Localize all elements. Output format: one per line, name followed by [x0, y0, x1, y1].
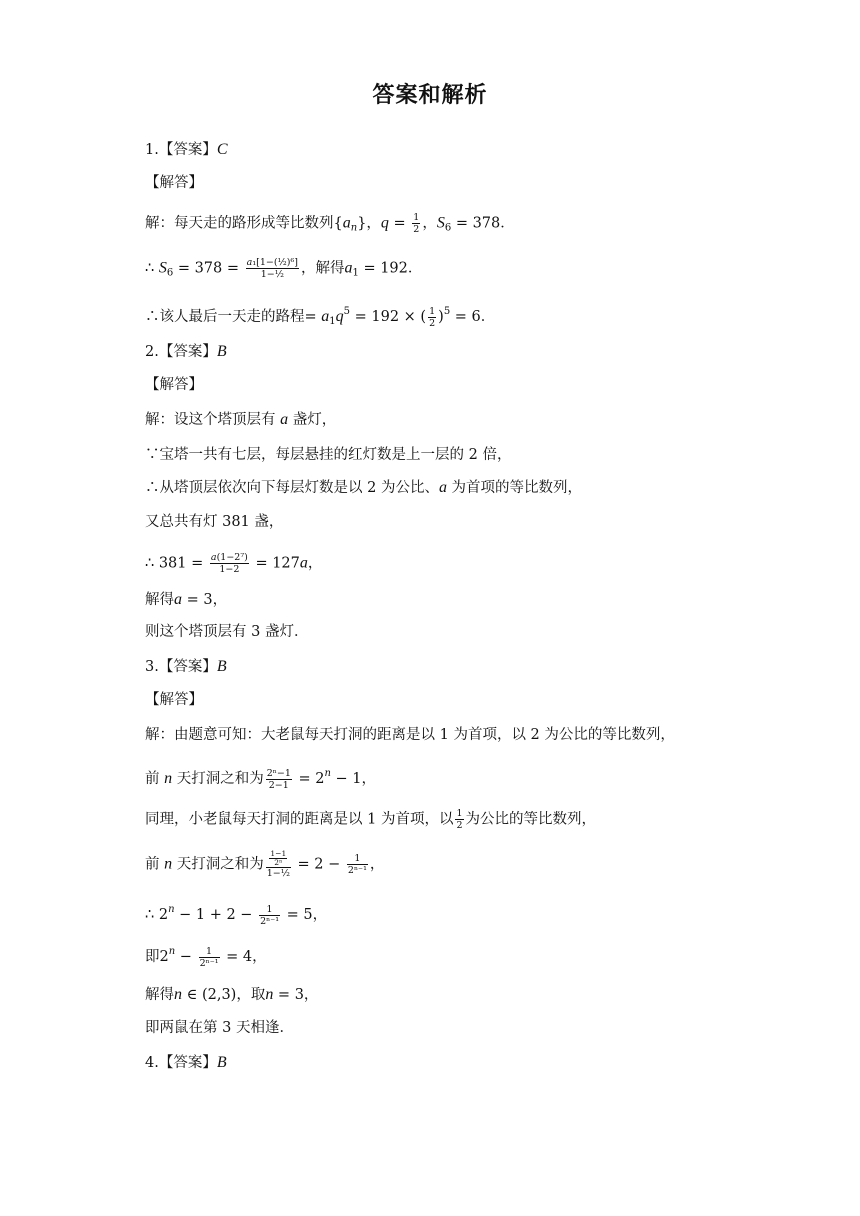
q3-line-7: 解得n ∈ (2,3)，取n = 3， — [145, 986, 319, 1003]
q1-number: 1. — [145, 142, 159, 158]
q2-line-6: 解得a = 3， — [145, 591, 228, 608]
q3-line-6: 即$2^n$ − $\frac{1}{\text{2ⁿ⁻¹}}$ = 4， — [145, 945, 267, 969]
q3-line-3: 同理，小老鼠每天打洞的距离是以 1 为首项，以 $\frac{1}{2}$ 为公比的等比数列， — [145, 808, 596, 831]
q2-line-2: ∵宝塔一共有七层，每层悬挂的红灯数是上一层的 2 倍， — [145, 447, 512, 463]
q3-line-5: ∴ $2^n - 1 + 2$ − $\frac{1}{\text{2ⁿ⁻¹}}$ = 5， — [145, 903, 328, 927]
q3-solution-tag: 【解答】 — [145, 692, 203, 708]
answer-tag: 【答案】 — [158, 344, 217, 360]
q2-line-3: ∴从塔顶层依次向下每层灯数是以 2 为公比、a 为首项的等比数列， — [145, 479, 583, 496]
q1-answer: C — [216, 141, 228, 158]
q3-line-8: 即两鼠在第 3 天相逢． — [145, 1020, 294, 1036]
q3-answer: B — [216, 658, 227, 675]
q2-number: 2. — [145, 344, 159, 360]
q2-line-7: 则这个塔顶层有 3 盏灯． — [145, 624, 309, 640]
answer-tag: 【答案】 — [158, 1055, 217, 1071]
q3-number: 3. — [145, 659, 159, 675]
answer-tag: 【答案】 — [158, 142, 217, 158]
q2-answer: B — [216, 343, 227, 360]
q2-answer-line — [145, 342, 227, 362]
q2-solution-tag: 【解答】 — [145, 377, 203, 393]
q3-line-1: 解：由题意可知：大老鼠每天打洞的距离是以 1 为首项，以 2 为公比的等比数列， — [145, 727, 675, 743]
q3-answer-line — [145, 657, 227, 677]
q2-line-4: 又总共有灯 381 盏， — [145, 514, 284, 530]
q1-solution-tag: 【解答】 — [145, 175, 203, 191]
page-title: 答案和解析 — [372, 83, 488, 108]
q2-line-5: ∴ 381 = $\frac{\text{a(1−2⁷)}}{1-2}$ = 127a， — [145, 552, 323, 575]
q1-answer-line — [145, 140, 228, 160]
q4-answer-line — [145, 1053, 227, 1073]
q1-line-2: ∴ $S_6 = 378$ = $\frac{\text{a₁[1−(½)⁶]}}{\text{1−½}}$ ，解得$a_1 = 192$． — [145, 257, 423, 280]
q1-line-3: ∴该人最后一天走的路程= $a_1q^5 = 192$ × ( $\frac{1}{2}$ )$^5$ = 6． — [145, 305, 496, 329]
q1-line-1: 解：每天走的路形成等比数列$\{a_n\}$，q = $\frac{1}{2}$ ，$S_6 = 378$． — [145, 212, 515, 235]
answer-tag: 【答案】 — [158, 659, 217, 675]
q2-line-1: 解：设这个塔顶层有 a 盏灯， — [145, 411, 337, 428]
q3-line-4: 前 n 天打洞之和为 $\frac{\frac{1-1}{\text{2ⁿ}}}{\text{1−½}}$ = 2 − $\frac{1}{\text{2ⁿ⁻¹}}$ ， — [145, 849, 385, 879]
q3-line-2: 前 n 天打洞之和为 $\frac{\text{2ⁿ−1}}{2-1}$ = $2^n - 1$， — [145, 767, 377, 791]
q4-number: 4. — [145, 1055, 159, 1071]
q4-answer: B — [216, 1054, 227, 1071]
